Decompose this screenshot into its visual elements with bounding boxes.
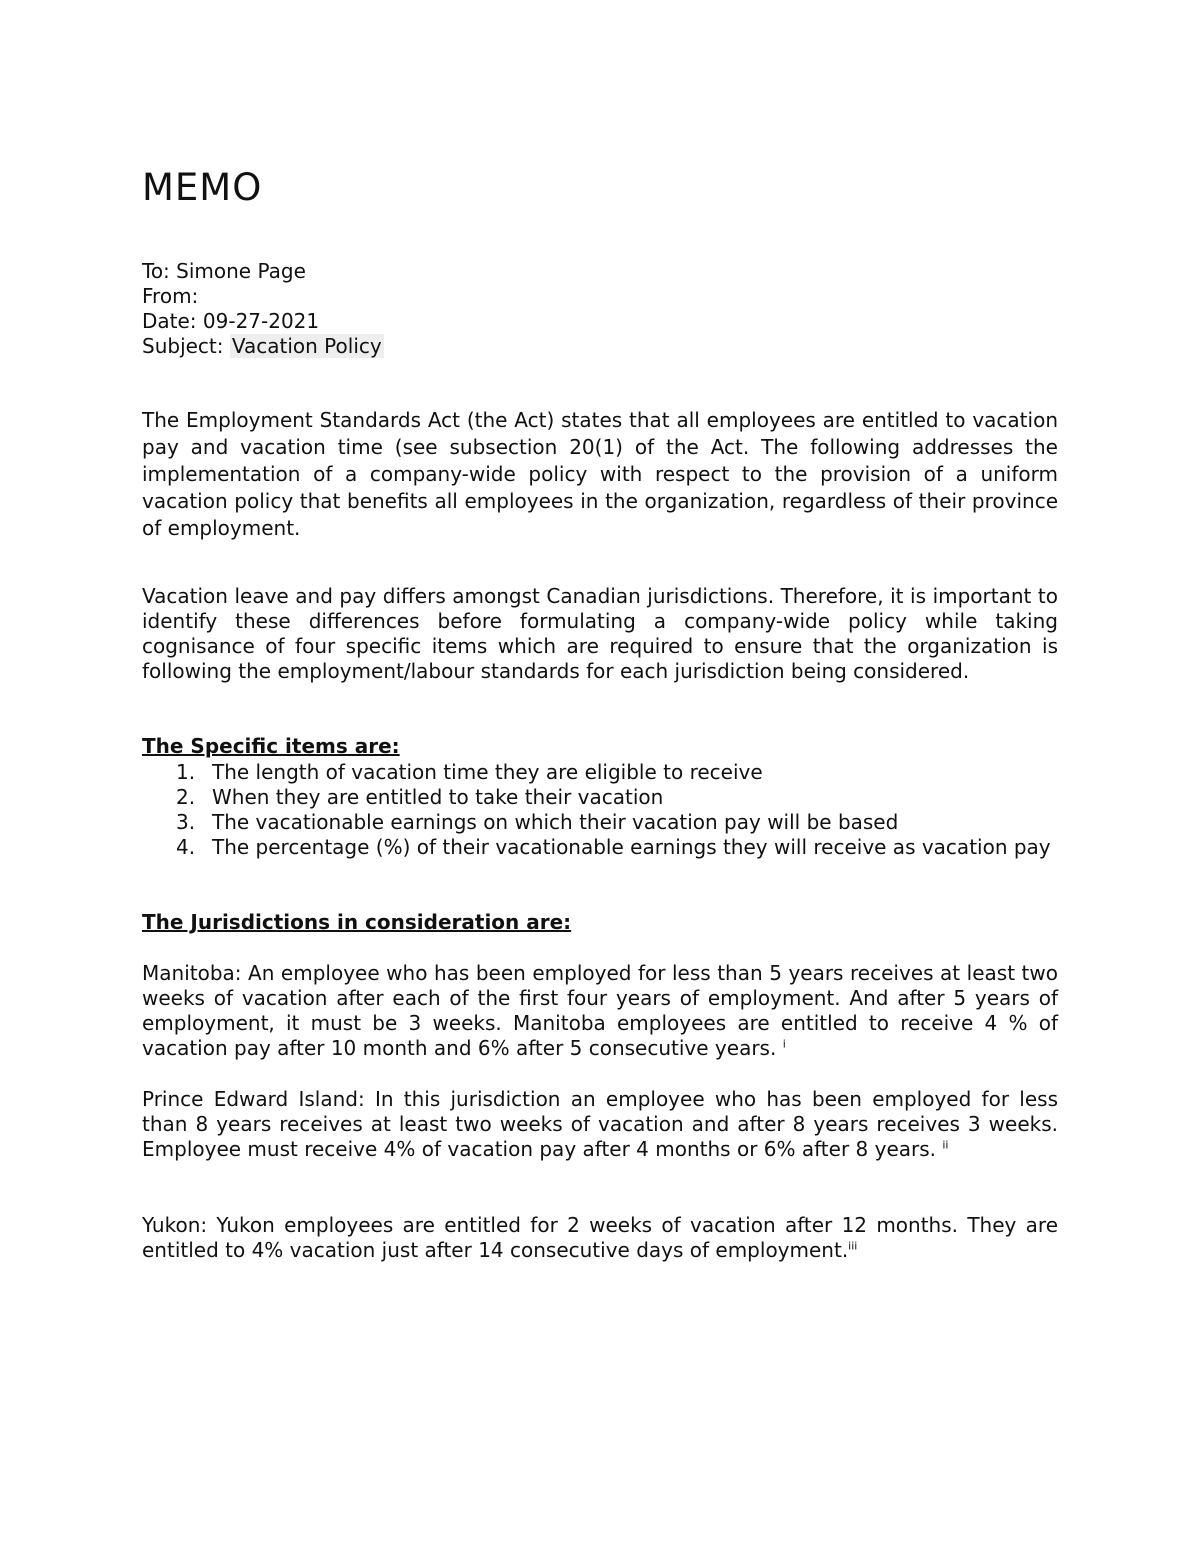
- jurisdiction-yukon: [142, 1213, 1058, 1263]
- memo-date: Date: 09-27-2021: [142, 309, 320, 333]
- memo-subject: [142, 334, 384, 359]
- jurisdictions-heading: The Jurisdictions in consideration are:: [142, 910, 572, 934]
- jurisdiction-manitoba: [142, 961, 1058, 1061]
- memo-header: [142, 259, 384, 359]
- intro-paragraph: The Employment Standards Act (the Act) states that all employees are entitled to vacation pay and vacation time (see subsection 20(1) of the Act. The following addresses the implementation of a company-wide policy with respect to the provision of a uniform vacation policy that benefits all employees in the organization, regardless of their province of employment.: [142, 408, 1058, 540]
- specific-items-heading: The Specific items are:: [142, 734, 400, 758]
- list-item: [142, 835, 1058, 860]
- list-item-text: The percentage (%) of their vacationable earnings they will receive as vacation pay: [212, 835, 1051, 859]
- jurisdiction-text: Manitoba: An employee who has been employed for less than 5 years receives at least two weeks of vacation after each of the first four years of employment. And after 5 years of employment, it must be 3 weeks. Manitoba employees are entitled to receive 4 % of vacation pay after 10 month and 6% after 5 consecutive years.: [142, 961, 1058, 1060]
- memo-subject-value: Vacation Policy: [231, 334, 382, 358]
- jurisdiction-text: Yukon: Yukon employees are entitled for 2 weeks of vacation after 12 months. They are entitled to 4% vacation just after 14 consecutive days of employment.: [142, 1213, 1058, 1262]
- jurisdiction-differences-paragraph: Vacation leave and pay differs amongst Canadian jurisdictions. Therefore, it is important to identify these differences before formulating a company-wide policy while taking cognisance of four specific items which are required to ensure that the organization is following the employment/labour standards for each jurisdiction being considered.: [142, 584, 1058, 683]
- memo-to: To: Simone Page: [142, 259, 306, 283]
- list-item-text: The length of vacation time they are eligible to receive: [212, 760, 763, 784]
- memo-from: From:: [142, 284, 199, 308]
- list-item-text: When they are entitled to take their vacation: [212, 785, 664, 809]
- list-item-number: 2.: [176, 785, 196, 809]
- specific-items-list: [142, 760, 1058, 860]
- endnote-marker[interactable]: i: [782, 1037, 786, 1051]
- list-item-number: 3.: [176, 810, 196, 834]
- list-item-number: 4.: [176, 835, 196, 859]
- list-item: [142, 760, 1058, 785]
- endnote-marker[interactable]: ii: [942, 1138, 949, 1152]
- memo-title: MEMO: [142, 166, 263, 209]
- memo-subject-label: Subject:: [142, 334, 230, 358]
- jurisdiction-pei: [142, 1087, 1058, 1162]
- list-item-text: The vacationable earnings on which their vacation pay will be based: [212, 810, 899, 834]
- list-item: [142, 810, 1058, 835]
- jurisdiction-text: Prince Edward Island: In this jurisdiction an employee who has been employed for less than 8 years receives at least two weeks of vacation and after 8 years receives 3 weeks. Employee must receive 4% of vacation pay after 4 months or 6% after 8 years.: [142, 1087, 1058, 1161]
- endnote-marker[interactable]: iii: [848, 1239, 858, 1253]
- list-item-number: 1.: [176, 760, 196, 784]
- list-item: [142, 785, 1058, 810]
